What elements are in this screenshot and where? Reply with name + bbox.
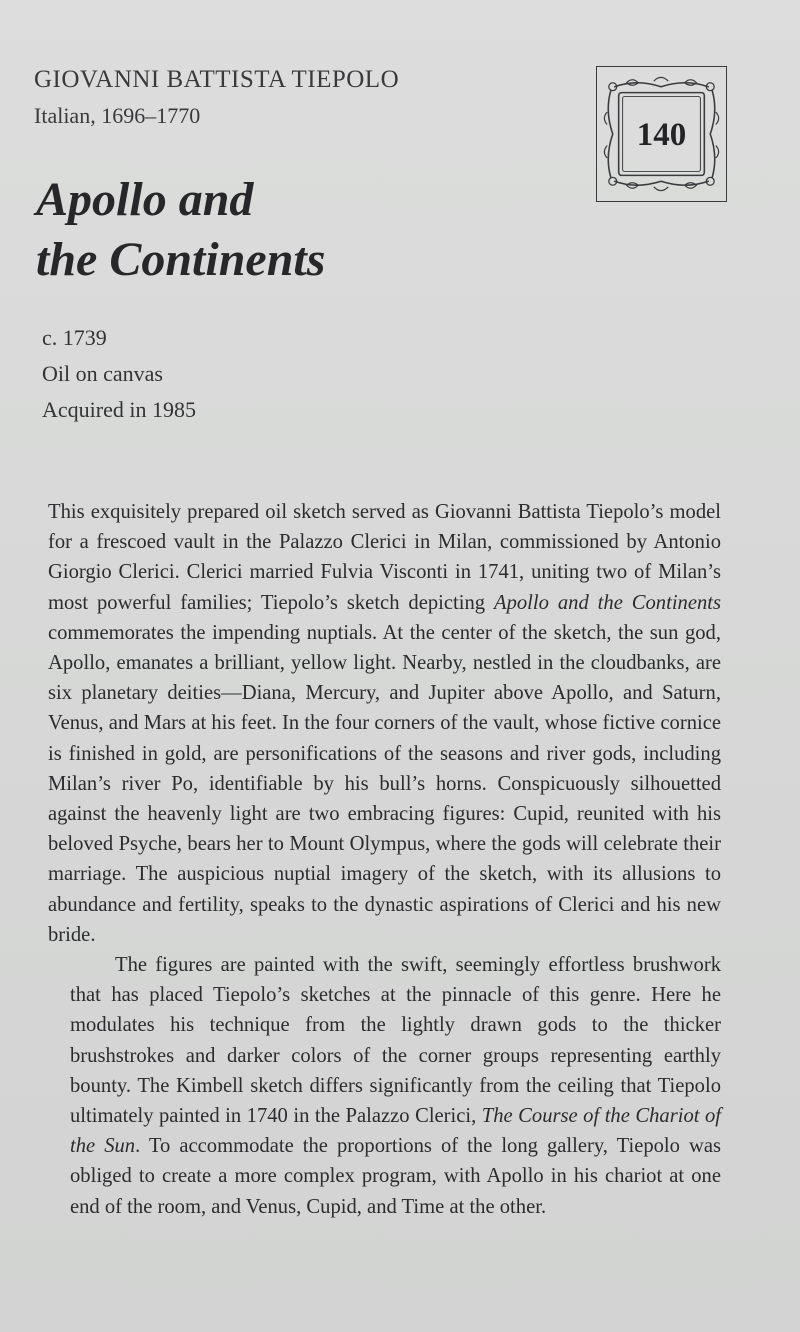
artwork-medium: Oil on canvas: [42, 361, 163, 386]
italic-title-reference: The Course of the Chariot of the Sun: [70, 1105, 721, 1158]
artwork-title-line2: the Continents: [36, 233, 326, 286]
essay-paragraph-2: The figures are painted with the swift, seemingly effortless brushwork that has placed Tiepolo’s sketches at the pinnacle of this genre. Here he modulates his technique from the lightly drawn gods to the thicker brushstrokes and darker colors of the corner groups representing earthly bounty. The Kimbell sketch differs significantly from the ceiling that Tiepolo ultimately painted in 1740 in the Palazzo Clerici, The Course of the Chariot of the Sun. To accommodate the proportions of the long gallery, Tiepolo was obliged to create a more complex program, with Apollo in his chariot at one end of the room, and Venus, Cupid, and Time at the other.: [70, 954, 722, 1218]
essay-text: [48, 497, 721, 1222]
artwork-title-line1: Apollo and: [36, 173, 254, 226]
catalog-number-cartouche: [596, 66, 727, 202]
artist-nationality-dates: Italian, 1696–1770: [34, 103, 201, 128]
artwork-details: [42, 320, 196, 428]
artist-name: GIOVANNI BATTISTA TIEPOLO: [34, 66, 400, 93]
artwork-title: [36, 170, 325, 290]
catalog-number: 140: [636, 117, 687, 153]
italic-title-reference: Apollo and the Continents: [494, 591, 722, 614]
artwork-acquisition: Acquired in 1985: [42, 397, 196, 422]
essay-paragraph-1: This exquisitely prepared oil sketch served as Giovanni Battista Tiepolo’s model for a frescoed vault in the Palazzo Clerici in Milan, commissioned by Antonio Giorgio Clerici. Clerici married Fulvia Visconti in 1741, uniting two of Milan’s most powerful families; Tiepolo’s sketch depicting Apollo and the Continents commemorates the impending nuptials. At the center of the sketch, the sun god, Apollo, emanates a brilliant, yellow light. Nearby, nestled in the cloudbanks, are six planetary deities—Diana, Mercury, and Jupiter above Apollo, and Saturn, Venus, and Mars at his feet. In the four corners of the vault, whose fictive cornice is finished in gold, are personifications of the seasons and river gods, including Milan’s river Po, identifiable by his bull’s horns. Conspicuously silhouetted against the heavenly light are two embracing figures: Cupid, reunited with his beloved Psyche, bears her to Mount Olympus, where the gods will celebrate their marriage. The auspicious nuptial imagery of the sketch, with its allusions to abundance and fertility, speaks to the dynastic aspirations of Clerici and his new bride.: [48, 501, 722, 946]
artwork-date: c. 1739: [42, 325, 107, 350]
